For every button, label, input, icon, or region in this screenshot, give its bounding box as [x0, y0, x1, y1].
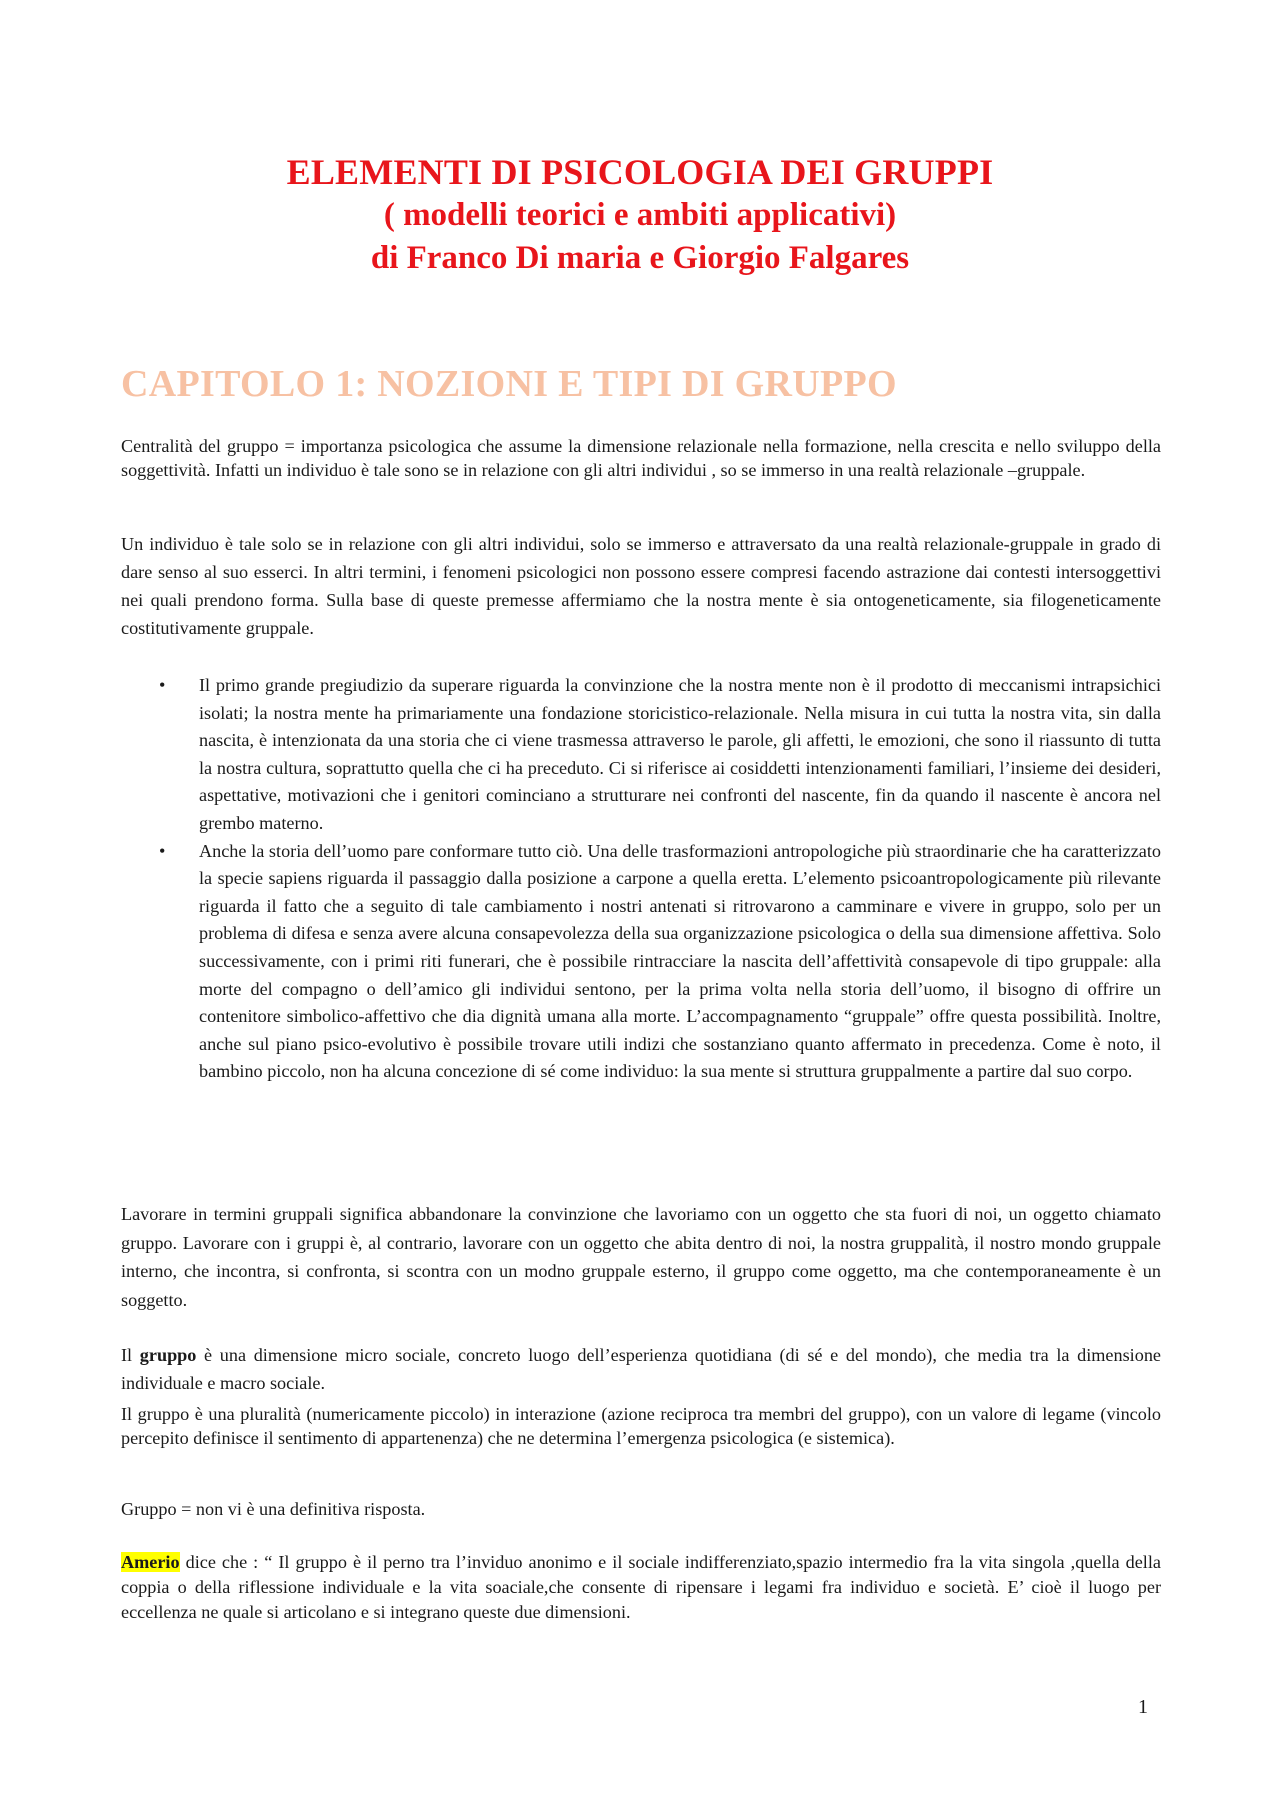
bullet-list — [121, 672, 1161, 1086]
paragraph-individuo: Un individuo è tale solo se in relazione con gli altri individui, solo se immerso e attraversato da una realtà relazionale-gruppale in grado di dare senso al suo esserci. In altri termini, i fenomeni psicologici non possono essere compresi facendo astrazione dai contesti intersoggettivi nei quali prendono forma. Sulla base di queste premesse affermiamo che la nostra mente è sia ontogeneticamente, sia filogeneticamente costitutivamente gruppale. — [121, 534, 1161, 638]
paragraph-rest: è una dimensione micro sociale, concreto luogo dell’esperienza quotidiana (di sé e del mondo), che media tra la dimensione individuale e macro sociale. — [121, 1345, 1161, 1393]
chapter-heading: CAPITOLO 1: NOZIONI E TIPI DI GRUPPO — [121, 363, 897, 405]
page-number: 1 — [1138, 1696, 1148, 1718]
highlighted-name-amerio: Amerio — [121, 1552, 180, 1572]
bullet-icon: • — [159, 840, 166, 861]
paragraph-lavorare: Lavorare in termini gruppali significa abbandonare la convinzione che lavoriamo con un oggetto che sta fuori di noi, un oggetto chiamato gruppo. Lavorare con i gruppi è, al contrario, lavorare con un oggetto che abita dentro di noi, la nostra gruppalità, il nostro mondo gruppale interno, che incontra, si confronta, si scontra con un modno gruppale esterno, il gruppo come oggetto, ma che contemporaneamente è un soggetto. — [121, 1204, 1161, 1310]
paragraph-prefix: Il — [121, 1345, 140, 1365]
list-item-text: Anche la storia dell’uomo pare conformare tutto ciò. Una delle trasformazioni antropologiche più straordinarie che ha caratterizzato la specie sapiens riguarda il passaggio dalla posizione a carpone a quella eretta. L’elemento psicoantropologicamente più rilevante riguarda il fatto che a seguito di tale cambiamento i nostri antenati si ritrovarono a camminare e vivere in gruppo, solo per un problema di difesa e senza avere alcuna consapevolezza della sua organizzazione psicologica o della sua dimensione affettiva. Solo successivamente, con i primi riti funerari, che è possibile rintracciare la nascita dell’affettività consapevole di tipo gruppale: alla morte del compagno o dell’amico gli individui sentono, per la prima volta nella storia dell’uomo, il bisogno di offrire un contenitore simbolico-affettivo che dia dignità umana alla morte. L’accompagnamento “gruppale” offre questa possibilità. Inoltre, anche sul piano psico-evolutivo è possibile trovare utili indizi che sostanziano quanto affermato in precedenza. Come è noto, il bambino piccolo, non ha alcuna concezione di sé come individuo: la sua mente si struttura gruppalmente a partire dal suo corpo. — [199, 840, 1161, 1082]
list-item — [121, 838, 1161, 1086]
document-title — [120, 150, 1160, 280]
paragraph-gruppo-risposta: Gruppo = non vi è una definitiva risposta. — [121, 1499, 426, 1519]
title-subtitle: ( modelli teorici e ambiti applicativi) — [383, 197, 897, 233]
title-main: ELEMENTI DI PSICOLOGIA DEI GRUPPI — [286, 152, 994, 192]
list-item-text: Il primo grande pregiudizio da superare riguarda la convinzione che la nostra mente non è il prodotto di meccanismi intrapsichici isolati; la nostra mente ha primariamente una fondazione storicistico-relazionale. Nella misura in cui tutta la nostra vita, sin dalla nascita, è intenzionata da una storia che ci viene trasmessa attraverso le parole, gli affetti, le emozioni, che sono il riassunto di tutta la nostra cultura, soprattutto quella che ci ha preceduto. Ci si riferisce ai cosiddetti intenzionamenti familiari, l’insieme dei desideri, aspettative, motivazioni che i genitori cominciano a strutturare nei confronti del nascente, fin da quando il nascente è ancora nel grembo materno. — [199, 675, 1161, 833]
paragraph-gruppo-definition — [121, 1342, 1161, 1397]
title-authors: di Franco Di maria e Giorgio Falgares — [370, 240, 910, 276]
paragraph-centralita: Centralità del gruppo = importanza psicologica che assume la dimensione relazionale nella formazione, nella crescita e nello sviluppo della soggettività. Infatti un individuo è tale sono se in relazione con gli altri individui , so se immerso in una realtà relazionale –gruppale. — [121, 436, 1161, 480]
list-item — [121, 672, 1161, 838]
bold-term-gruppo: gruppo — [139, 1345, 197, 1365]
bullet-icon: • — [159, 675, 166, 695]
paragraph-amerio — [121, 1550, 1161, 1625]
paragraph-pluralita: Il gruppo è una pluralità (numericamente piccolo) in interazione (azione reciproca tra membri del gruppo), con un valore di legame (vincolo percepito definisce il sentimento di appartenenza) che ne determina l’emergenza psicologica (e sistemica). — [121, 1404, 1161, 1448]
paragraph-rest: dice che : “ Il gruppo è il perno tra l’invidu​o anonimo e il sociale indifferenziato,spazio intermedio fra la vita singola ,quella della coppia o della riflessione individuale e la vita soaciale,che consente di ripensare i legami fra individuo e società. E’ cioè il luogo per eccellenza ne quale si articolano e si integrano queste due dimensioni. — [121, 1552, 1161, 1622]
